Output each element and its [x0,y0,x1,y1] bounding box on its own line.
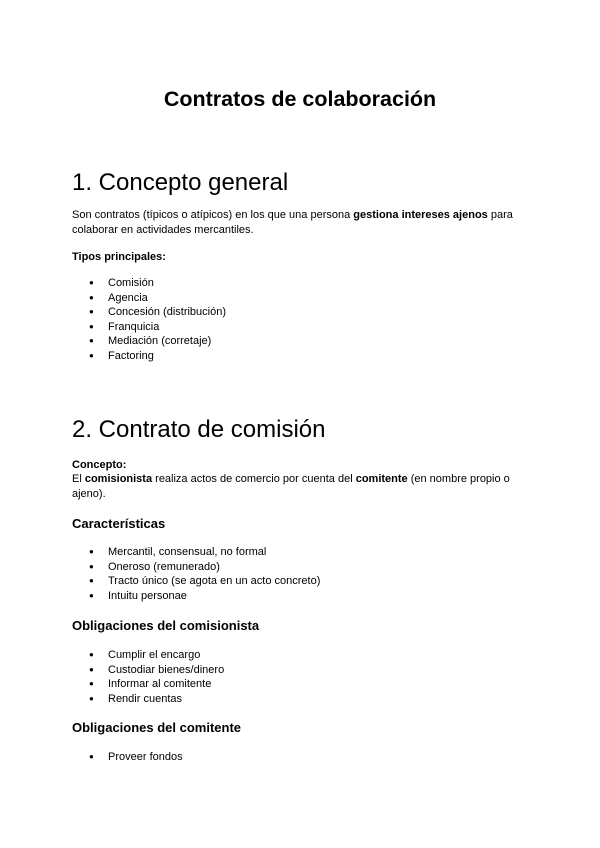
list-item: ● Custodiar bienes/dinero [72,663,224,678]
comitente-obligations-list [72,750,183,765]
list-item: ● Tracto único (se agota en un acto concreto) [72,574,320,589]
concept-text-mid: realiza actos de comercio por cuenta del [152,473,356,485]
comitente-term: comitente [355,473,408,485]
concept-text [72,472,532,502]
list-item: ● Mediación (corretaje) [72,334,226,349]
list-item: ● Rendir cuentas [72,692,224,707]
comisionista-obligations-heading: Obligaciones del comisionista [72,618,260,633]
concept-text-end: (en nombre propio o ajeno). [72,473,510,500]
section-1-heading: 1. Concepto general [72,169,289,196]
list-item: ● Factoring [72,349,226,364]
comisionista-term: comisionista [84,473,153,485]
characteristics-heading: Características [72,516,166,531]
section-1-intro [72,208,532,238]
list-item: ● Proveer fondos [72,750,183,765]
intro-bold-text: gestiona intereses ajenos [353,209,488,221]
list-item: ● Franquicia [72,320,226,335]
intro-text: Son contratos (típicos o atípicos) en los que una persona [72,209,354,221]
list-item: ● Oneroso (remunerado) [72,560,320,575]
types-label: Tipos principales: [72,251,166,263]
comitente-obligations-heading: Obligaciones del comitente [72,720,242,735]
types-list [72,276,226,364]
list-item: ● Concesión (distribución) [72,305,226,320]
document-title: Contratos de colaboración [163,87,437,111]
list-item: ● Informar al comitente [72,677,224,692]
intro-text-end: para colaborar en actividades mercantiles. [72,209,513,236]
characteristics-list [72,545,320,603]
concept-label: Concepto: [72,459,127,471]
concept-text-start: El [72,473,85,485]
list-item: ● Comisión [72,276,226,291]
list-item: ● Mercantil, consensual, no formal [72,545,320,560]
list-item: ● Cumplir el encargo [72,648,224,663]
list-item: ● Intuitu personae [72,589,320,604]
list-item: ● Agencia [72,291,226,306]
comisionista-obligations-list [72,648,224,706]
section-2-heading: 2. Contrato de comisión [72,416,326,443]
